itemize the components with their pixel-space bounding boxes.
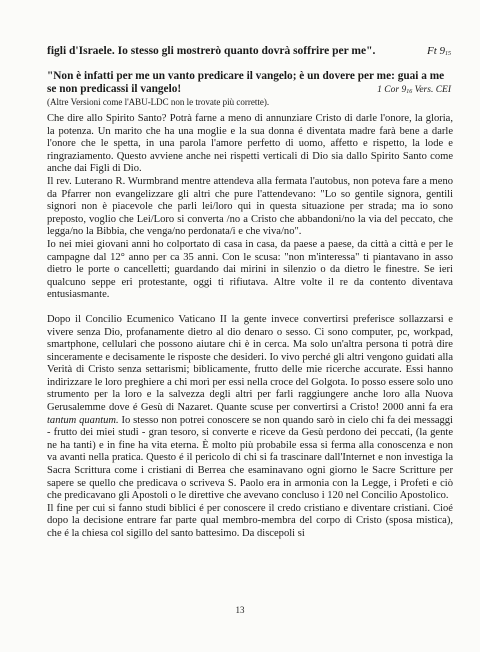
paragraph-3: Io nei miei giovani anni ho colportato di casa in casa, da paese a paese, da città a città e per le campagne dal 12° anno per ca 35 anni. Con le scusa: "non m'interessa" ti piantavano in asso dietro le porte o cancelletti; guardando dai mirini in silenzio o da dietro le finestre. Se ieri qualcuno seppe eri protestante, oggi ti rifiutava. Altre volte il re da contento diventava entusiasmante.	[47, 238, 453, 301]
top-quote-reference	[427, 44, 451, 61]
paragraph-4	[47, 314, 453, 503]
page-number: 13	[235, 605, 245, 615]
top-quote	[47, 44, 451, 58]
main-quote-book: 1 Cor 9	[377, 85, 407, 95]
paragraph-4-italic: tantum quantum.	[47, 414, 119, 426]
main-quote-version: Vers. CEI	[414, 85, 451, 95]
top-quote-book: Ft 9	[426, 45, 445, 57]
top-quote-text: figli d'Israele. Io stesso gli mostrerò quanto dovrà soffrire per me".	[47, 45, 376, 57]
paragraph-1: Che dire allo Spirito Santo? Potrà farne a meno di annunziare Cristo di darle l'onore, la gloria, la potenza. Un marito che ha una moglie e la sua donna é diventata madre farà bene a darle l'onore che le spetta, in una parola l'amore perfetto di uomo, affetto e rispetto, la lode e ringraziamento. Questo avviene anche nei rispetti verticali di Dio sia dallo Spirito Santo come anche dai Figli di Dio.	[47, 113, 453, 175]
main-quote-verse: 16	[406, 89, 413, 95]
main-quote-reference	[377, 84, 451, 99]
body-text	[47, 113, 453, 541]
main-quote	[47, 70, 451, 108]
paragraph-2: Il rev. Luterano R. Wurmbrand mentre attendeva alla fermata l'autobus, non poteva fare a meno da Pfarrer non evangelizzare gli altri che pure l'attendevano: "Lo so gentile signora, gentili signori non è piacevole che parli lei/loro qui in questa situazione per strada; ma io sono preposto, voglio che Lei/Loro si converta /no a Cristo che abbandoni/no la via del peccato, che legga/no la Bibbia, che venga/no perdonata/i e che viva/no".	[47, 175, 453, 238]
paragraph-4-part-b: Io stesso non potrei conoscere se non quando sarò in cielo chi fa dei messaggi - frutto dei miei studi - gran tesoro, si converte e riceve da Gesù perdono dei peccati, (la gente ne ha tanti) e in fine ha vita eterna. È molto più probabile essa si ferma alla conoscenza e non va avanti nella pratica. Questo é il pericolo di chi si fa trascinare dall'Internet e non investiga la Sacra Scrittura come i cristiani di Berrea che esaminavano ogni giorno le Sacre Scritture per sapere se quello che predicava o scriveva S. Paolo era in armonia con la Legge, i Profeti e ciò che predicavano gli Apostoli o le direttive che avevano concluso i 120 nel Concilio Apostolico.	[47, 414, 453, 502]
paragraph-4-part-a: Dopo il Concilio Ecumenico Vaticano II la gente invece convertirsi preferisce sollazzarsi e vivere senza Dio, profanamente dietro al dio denaro o sesso. Ci sono computer, pc, workpad, smartphone, cellulari che possono aiutare chi è in cerca. Ma solo un'altra persona ti potrà dire sinceramente e decisamente le risposte che desideri. Io vivo perché gli altri vengono guidati alla Verità di Cristo senza settarismi; biblicamente, frutto delle mie ricerche accurate. Essi hanno indirizzare le loro preghiere a chi morì per essi nella croce del Golgota. Io posso essere solo uno strumento per la loro e la salvezza degli altri per farli raggiungere anche loro alla Nuova Gerusalemme dove é Gesù di Nazaret. Quante scuse per convertirsi a Cristo! 2000 anni fa era	[47, 313, 453, 414]
main-quote-text: "Non è infatti per me un vanto predicare il vangelo; è un dovere per me: guai a me se non predicassi il vangelo!	[47, 70, 445, 95]
paragraph-5: Il fine per cui si fanno studi biblici é per conoscere il credo cristiano e diventare cristiani. Cioé dopo la decisione entrare far parte qual membro-membra del corpo di Cristo (sposa mistica), che é la chiesa col sigillo del santo battesimo. Da discepoli si	[47, 502, 453, 539]
top-quote-verse: 15	[445, 51, 451, 57]
main-quote-note: (Altre Versioni come l'ABU-LDC non le trovate più corrette).	[47, 97, 270, 107]
